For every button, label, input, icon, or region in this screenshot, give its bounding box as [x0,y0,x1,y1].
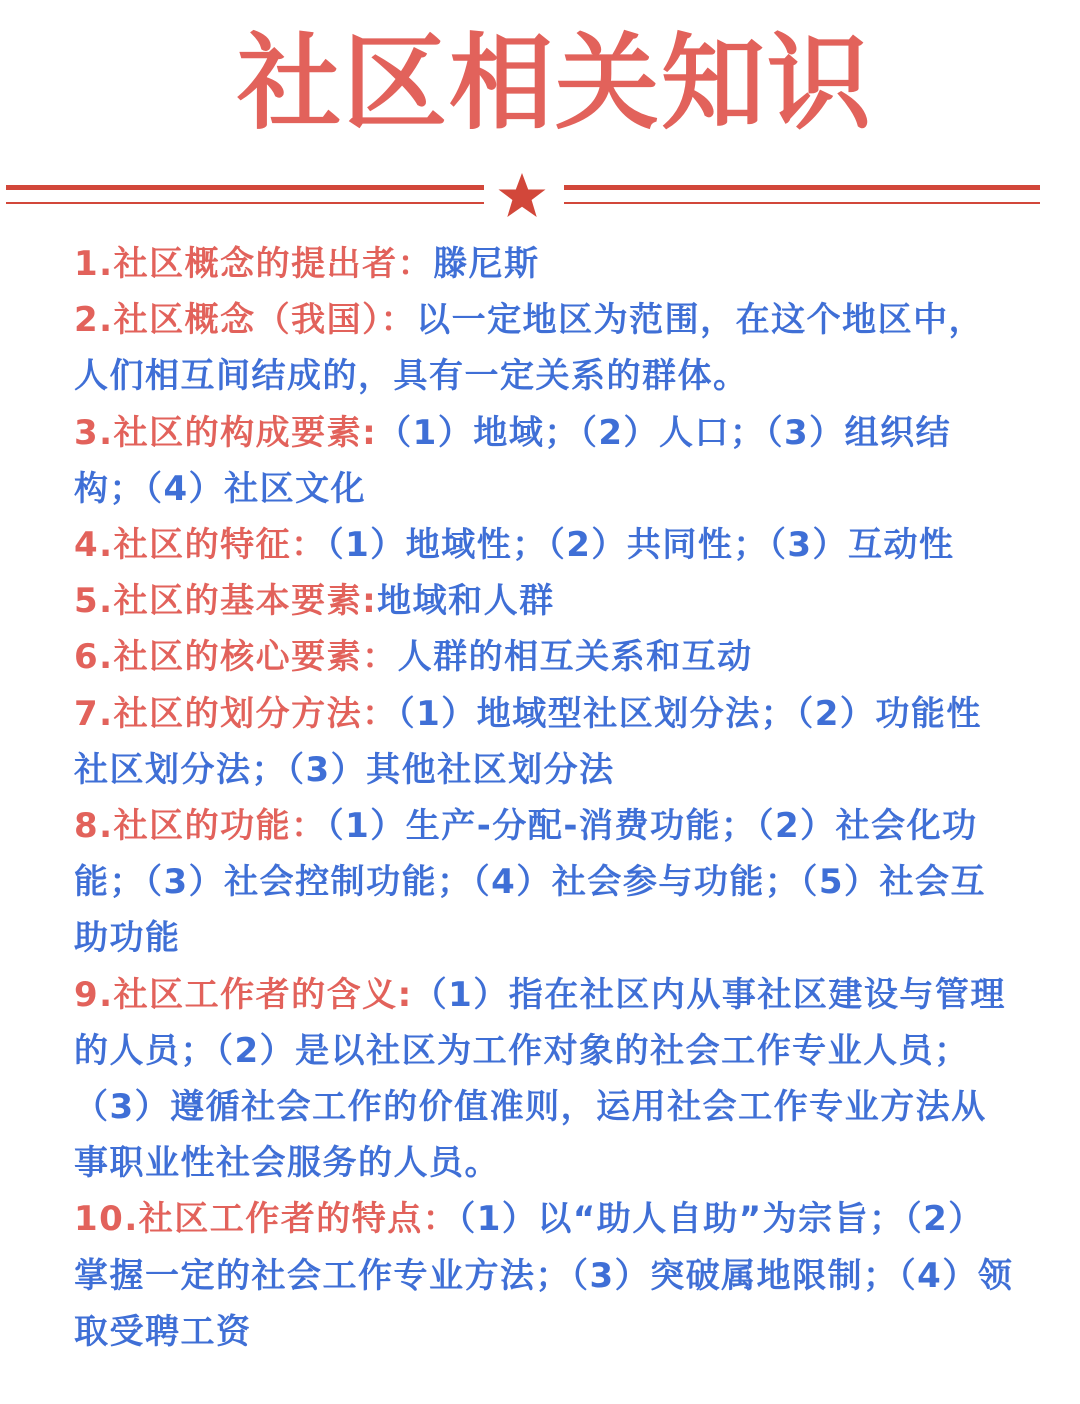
item-label: 6.社区的核心要素： [74,637,398,678]
item-text: 地域和人群 [377,581,555,622]
item-label: 7.社区的划分方法： [74,693,398,734]
list-item [74,629,1014,685]
item-text: （1）生产-分配-消费功能；（2）社会化功能；（3）社会控制功能；（4）社会参与功能；（5）社会互助功能 [74,806,986,959]
page-title: 社区相关知识 [236,21,873,144]
knowledge-list [74,236,1014,1360]
item-label: 4.社区的特征： [74,525,327,566]
item-label: 9.社区工作者的含义: [74,974,413,1015]
list-item [74,236,1014,292]
list-item [74,1191,1014,1360]
list-item [74,798,1014,967]
divider-line-right-thin [564,202,1040,204]
item-text: （1）地域性；（2）共同性；（3）互动性 [326,525,955,566]
item-text: （1）地域型社区划分法；（2）功能性社区划分法；（3）其他社区划分法 [74,693,982,790]
item-label: 1.社区概念的提出者： [74,244,434,284]
list-item [74,517,1014,573]
item-text: 滕尼斯 [433,244,540,284]
item-label: 8.社区的功能： [74,806,327,847]
list-item [74,967,1014,1192]
divider-line-left-thin [6,202,484,204]
item-text: 人群的相互关系和互动 [397,637,753,678]
item-label: 5.社区的基本要素: [74,581,378,622]
item-text: 以一定地区为范围，在这个地区中，人们相互间结成的，具有一定关系的群体。 [74,300,985,397]
star-divider [0,168,1080,224]
item-label: 10.社区工作者的特点： [74,1199,459,1240]
list-item [74,686,1014,798]
divider-line-right [564,185,1040,190]
divider-line-left [6,185,484,190]
item-text: （1）以“助人自助”为宗旨；（2）掌握一定的社会工作专业方法；（3）突破属地限制；（4）领取受聘工资 [74,1199,1014,1352]
item-text: （1）指在社区内从事社区建设与管理的人员；（2）是以社区为工作对象的社会工作专业人员；（3）遵循社会工作的价值准则，运用社会工作专业方法从事职业性社会服务的人员。 [74,974,1006,1184]
star-icon [496,170,548,222]
list-item [74,292,1014,404]
item-text: （1）地域；（2）人口；（3）组织结构；（4）社区文化 [74,412,952,509]
list-item [74,405,1014,517]
item-label: 2.社区概念（我国）： [74,300,417,341]
item-label: 3.社区的构成要素: [74,412,378,453]
list-item [74,573,1014,629]
